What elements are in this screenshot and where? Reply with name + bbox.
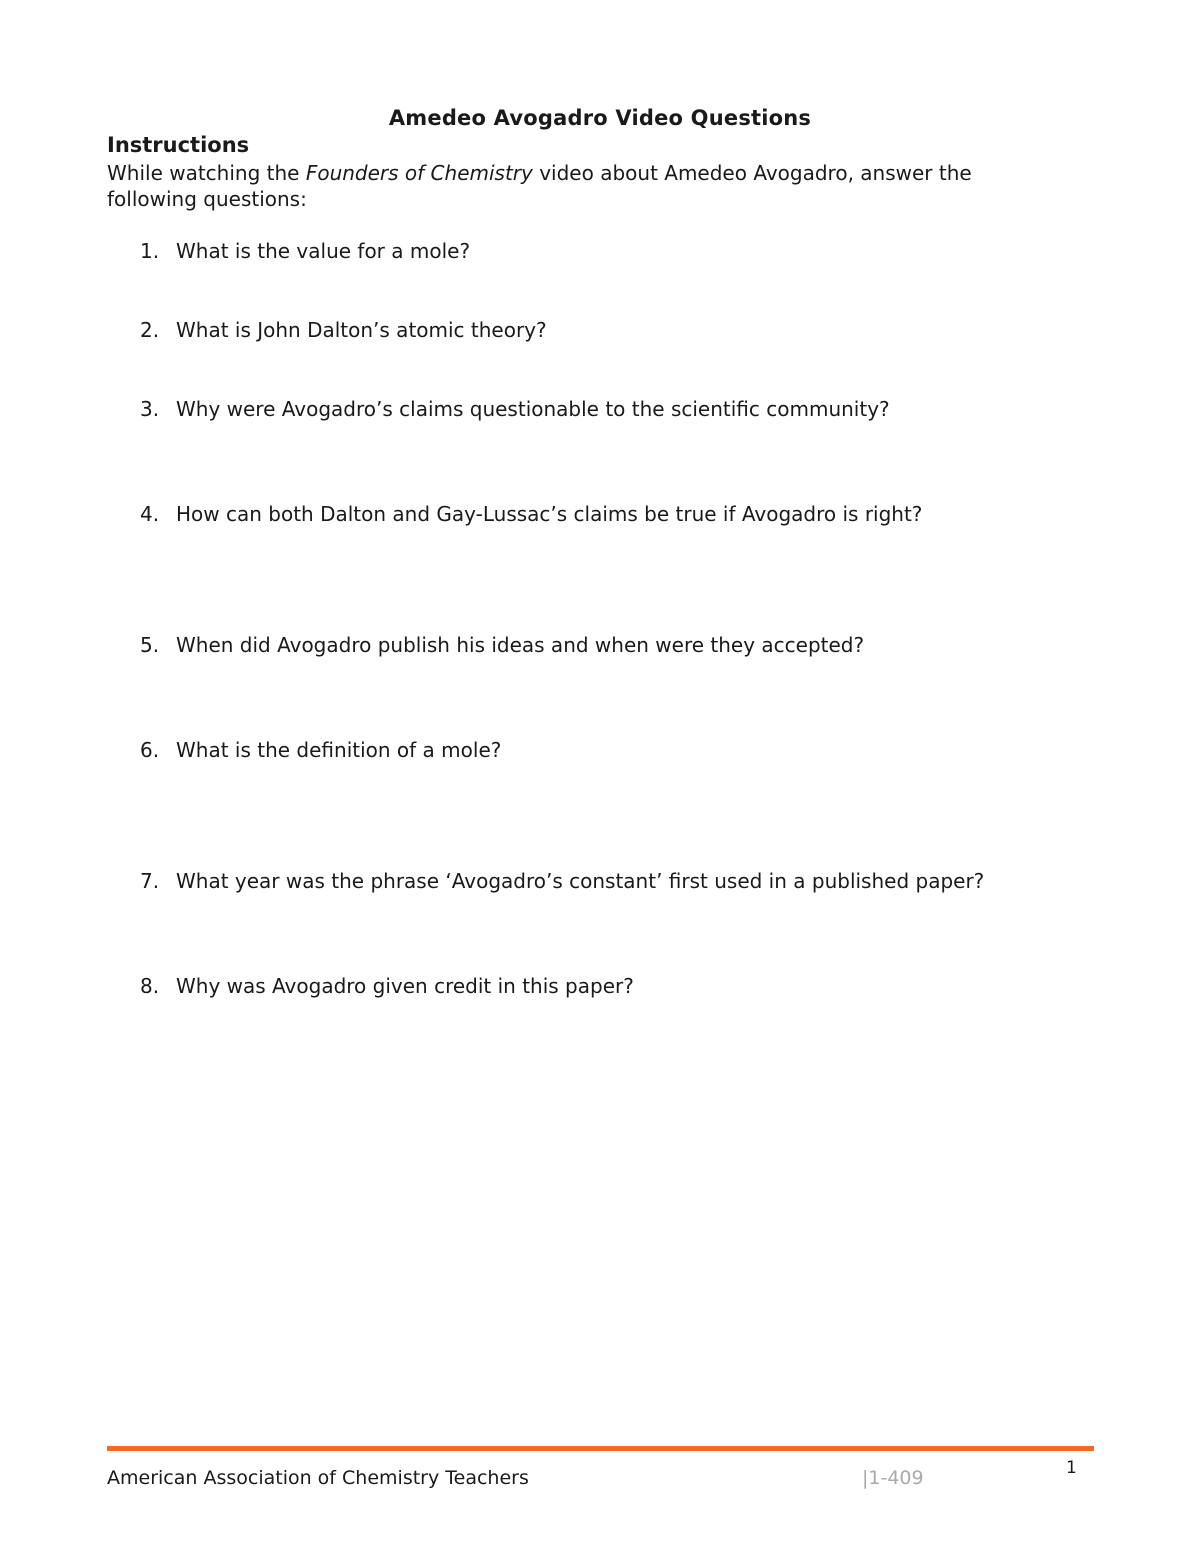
question-number: 8. <box>140 974 160 998</box>
question-number: 6. <box>140 738 160 762</box>
question-text: How can both Dalton and Gay-Lussac’s claims be true if Avogadro is right? <box>176 502 923 526</box>
footer-divider <box>107 1446 1094 1451</box>
question-text: What year was the phrase ‘Avogadro’s constant’ first used in a published paper? <box>176 869 985 893</box>
question-number: 2. <box>140 318 160 342</box>
question-5 <box>140 632 864 658</box>
question-text: What is the definition of a mole? <box>176 738 502 762</box>
instructions-text-after: video about Amedeo Avogadro, answer the following questions: <box>107 161 972 211</box>
page-number: 1 <box>1066 1458 1077 1478</box>
question-2 <box>140 317 547 343</box>
question-text: When did Avogadro publish his ideas and when were they accepted? <box>176 633 865 657</box>
question-7 <box>140 868 984 894</box>
page-title: Amedeo Avogadro Video Questions <box>388 106 812 130</box>
question-text: What is the value for a mole? <box>176 239 471 263</box>
instructions-text <box>107 160 1067 212</box>
instructions-text-before: While watching the <box>107 161 306 185</box>
question-number: 7. <box>140 869 160 893</box>
video-title: Founders of Chemistry <box>305 161 533 185</box>
question-text: What is John Dalton’s atomic theory? <box>176 318 547 342</box>
question-1 <box>140 238 470 264</box>
question-3 <box>140 396 890 422</box>
footer-organization: American Association of Chemistry Teachers <box>107 1467 529 1489</box>
question-number: 1. <box>140 239 160 263</box>
footer-code: |1-409 <box>862 1467 924 1489</box>
instructions-heading: Instructions <box>107 133 250 157</box>
question-number: 4. <box>140 502 160 526</box>
question-number: 5. <box>140 633 160 657</box>
question-text: Why were Avogadro’s claims questionable to the scientific community? <box>176 397 890 421</box>
question-8 <box>140 973 634 999</box>
question-number: 3. <box>140 397 160 421</box>
question-6 <box>140 737 501 763</box>
question-4 <box>140 501 922 527</box>
question-text: Why was Avogadro given credit in this paper? <box>176 974 634 998</box>
